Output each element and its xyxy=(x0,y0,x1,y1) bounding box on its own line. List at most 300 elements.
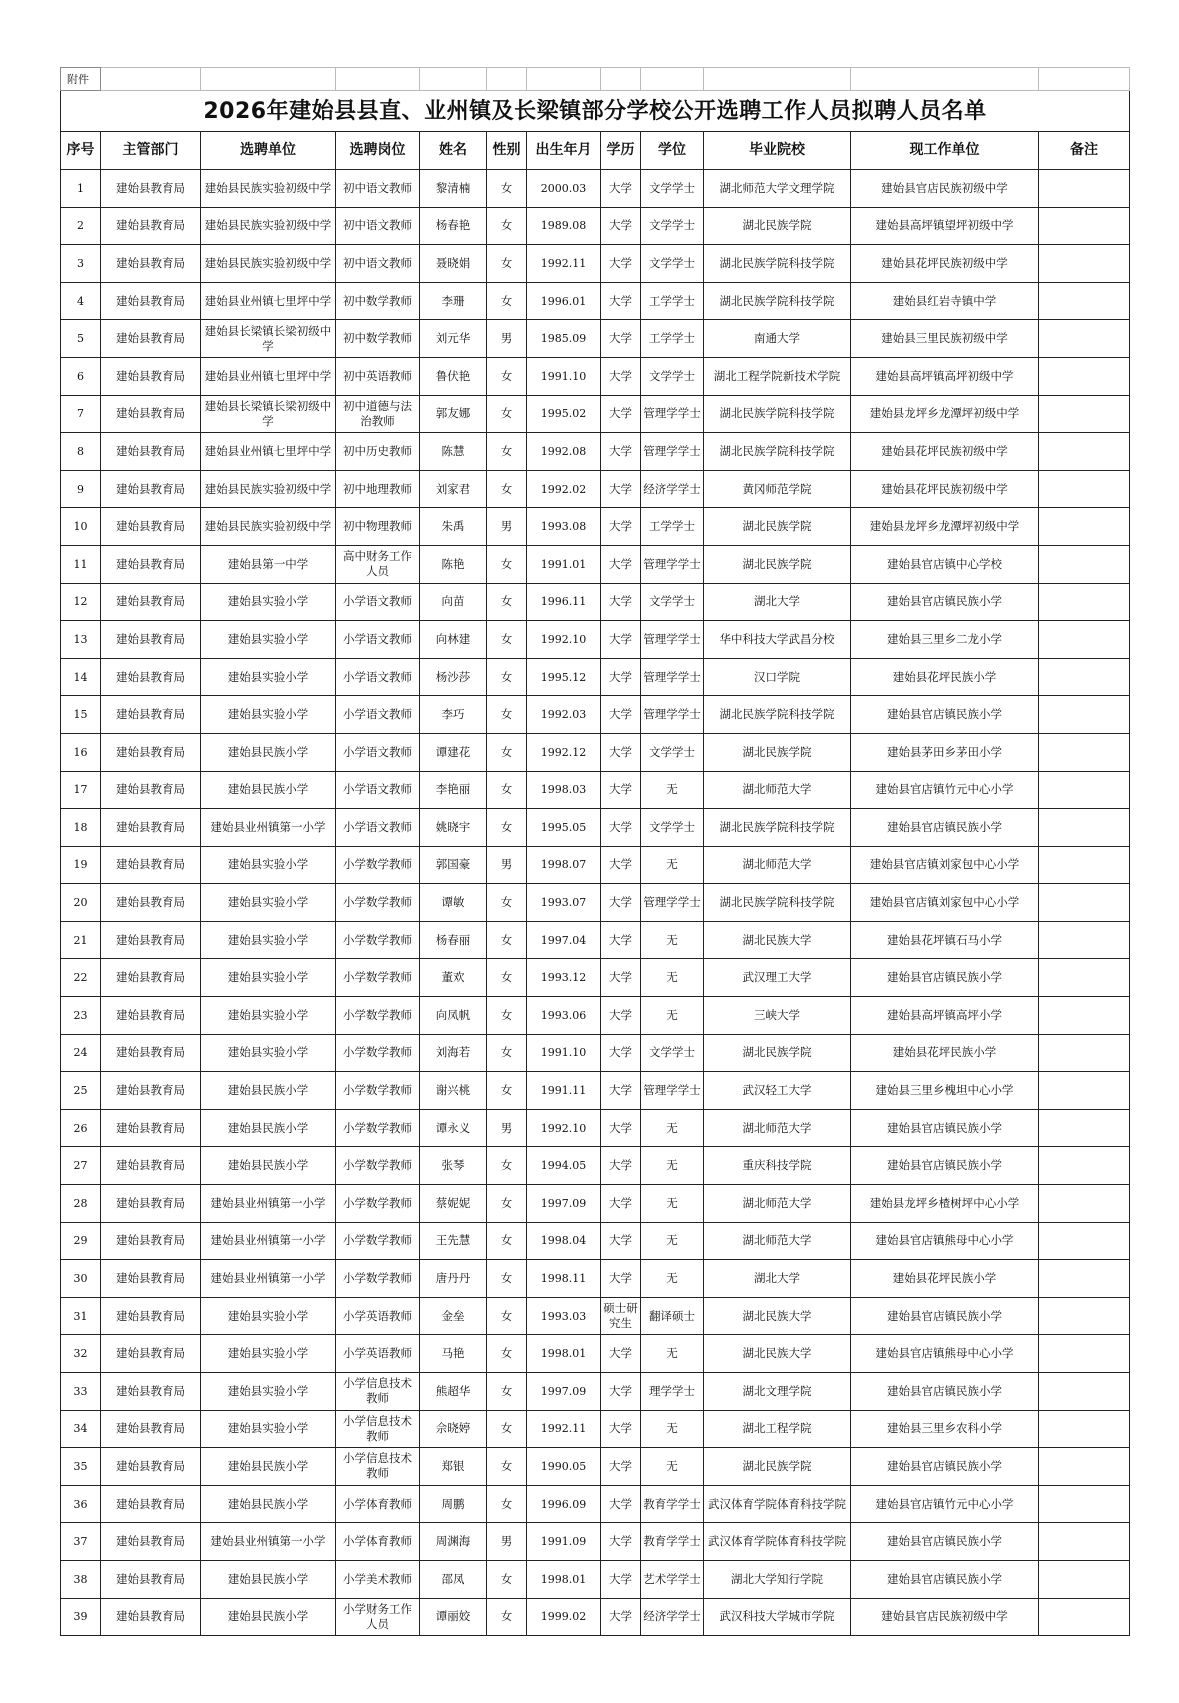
table-cell: 湖北民族大学 xyxy=(704,921,851,959)
table-cell xyxy=(1039,921,1130,959)
table-cell: 初中数学教师 xyxy=(336,320,420,358)
table-cell: 建始县官店镇熊母中心小学 xyxy=(851,1335,1039,1373)
table-cell: 建始县民族小学 xyxy=(201,1448,336,1486)
table-cell: 建始县三里乡二龙小学 xyxy=(851,621,1039,659)
column-header: 选聘单位 xyxy=(201,132,336,170)
table-cell: 建始县教育局 xyxy=(101,433,201,471)
table-cell: 29 xyxy=(61,1222,101,1260)
table-cell: 无 xyxy=(641,846,704,884)
table-cell: 谭敏 xyxy=(420,884,487,922)
table-row xyxy=(61,470,1130,508)
table-cell: 1992.12 xyxy=(527,733,601,771)
column-header: 出生年月 xyxy=(527,132,601,170)
table-cell: 建始县教育局 xyxy=(101,1335,201,1373)
table-cell xyxy=(1039,583,1130,621)
column-header: 学历 xyxy=(601,132,641,170)
table-cell: 建始县高坪镇高坪小学 xyxy=(851,997,1039,1035)
table-cell: 无 xyxy=(641,997,704,1035)
table-cell: 1 xyxy=(61,170,101,208)
table-cell xyxy=(1039,1109,1130,1147)
table-cell: 女 xyxy=(487,1560,527,1598)
table-cell: 华中科技大学武昌分校 xyxy=(704,621,851,659)
table-row xyxy=(61,207,1130,245)
table-cell: 大学 xyxy=(601,1523,641,1561)
table-cell xyxy=(1039,846,1130,884)
table-cell: 女 xyxy=(487,733,527,771)
table-cell: 刘海若 xyxy=(420,1034,487,1072)
table-cell: 湖北师范大学 xyxy=(704,1109,851,1147)
table-cell: 建始县花坪民族初级中学 xyxy=(851,470,1039,508)
table-cell: 管理学学士 xyxy=(641,696,704,734)
table-cell: 建始县教育局 xyxy=(101,997,201,1035)
table-cell: 女 xyxy=(487,470,527,508)
table-row xyxy=(61,508,1130,546)
table-cell xyxy=(1039,545,1130,583)
table-cell: 武汉体育学院体育科技学院 xyxy=(704,1523,851,1561)
table-cell: 建始县三里乡槐坦中心小学 xyxy=(851,1072,1039,1110)
table-cell: 黄冈师范学院 xyxy=(704,470,851,508)
table-cell: 建始县实验小学 xyxy=(201,959,336,997)
table-cell: 1985.09 xyxy=(527,320,601,358)
table-cell: 大学 xyxy=(601,433,641,471)
table-cell xyxy=(1039,733,1130,771)
table-cell: 无 xyxy=(641,1260,704,1298)
table-cell: 湖北师范大学文理学院 xyxy=(704,170,851,208)
table-cell: 23 xyxy=(61,997,101,1035)
table-cell: 建始县实验小学 xyxy=(201,884,336,922)
table-row xyxy=(61,696,1130,734)
table-cell: 小学语文教师 xyxy=(336,621,420,659)
table-cell: 建始县教育局 xyxy=(101,470,201,508)
table-cell: 大学 xyxy=(601,583,641,621)
table-cell: 建始县花坪镇石马小学 xyxy=(851,921,1039,959)
table-cell: 建始县花坪民族小学 xyxy=(851,1034,1039,1072)
table-cell: 翻译硕士 xyxy=(641,1297,704,1335)
table-cell xyxy=(1039,959,1130,997)
table-cell: 杨春丽 xyxy=(420,921,487,959)
roster-table xyxy=(60,67,1130,1636)
table-cell xyxy=(1039,1523,1130,1561)
table-cell: 1996.01 xyxy=(527,282,601,320)
table-cell: 大学 xyxy=(601,884,641,922)
table-cell: 建始县教育局 xyxy=(101,809,201,847)
table-cell: 小学美术教师 xyxy=(336,1560,420,1598)
table-cell: 朱禹 xyxy=(420,508,487,546)
table-row xyxy=(61,1034,1130,1072)
table-cell: 大学 xyxy=(601,846,641,884)
table-cell: 无 xyxy=(641,1448,704,1486)
table-cell: 1997.09 xyxy=(527,1373,601,1411)
table-cell: 理学学士 xyxy=(641,1373,704,1411)
table-cell: 三峡大学 xyxy=(704,997,851,1035)
table-row xyxy=(61,621,1130,659)
table-cell: 小学体育教师 xyxy=(336,1523,420,1561)
table-cell: 建始县教育局 xyxy=(101,245,201,283)
table-cell: 湖北民族学院 xyxy=(704,207,851,245)
table-cell: 陈慧 xyxy=(420,433,487,471)
table-cell: 女 xyxy=(487,545,527,583)
table-cell: 大学 xyxy=(601,1072,641,1110)
table-cell: 建始县实验小学 xyxy=(201,1373,336,1411)
table-row xyxy=(61,1410,1130,1448)
table-cell: 建始县实验小学 xyxy=(201,658,336,696)
table-cell: 大学 xyxy=(601,170,641,208)
table-cell: 湖北民族学院科技学院 xyxy=(704,433,851,471)
table-cell: 建始县实验小学 xyxy=(201,1410,336,1448)
table-cell: 周渊海 xyxy=(420,1523,487,1561)
table-cell: 湖北师范大学 xyxy=(704,771,851,809)
table-cell: 建始县教育局 xyxy=(101,1560,201,1598)
table-cell: 27 xyxy=(61,1147,101,1185)
table-cell: 建始县官店镇民族小学 xyxy=(851,1147,1039,1185)
table-cell: 大学 xyxy=(601,1222,641,1260)
annex-label: 附件 xyxy=(61,68,101,91)
table-cell: 大学 xyxy=(601,809,641,847)
table-cell: 管理学学士 xyxy=(641,545,704,583)
table-cell: 女 xyxy=(487,395,527,433)
table-cell: 湖北民族学院 xyxy=(704,733,851,771)
table-cell: 熊超华 xyxy=(420,1373,487,1411)
table-cell: 小学体育教师 xyxy=(336,1485,420,1523)
table-cell: 大学 xyxy=(601,545,641,583)
table-cell: 19 xyxy=(61,846,101,884)
table-cell: 姚晓宇 xyxy=(420,809,487,847)
table-cell: 女 xyxy=(487,1297,527,1335)
table-cell xyxy=(1039,395,1130,433)
table-cell xyxy=(1039,696,1130,734)
table-cell: 建始县三里民族初级中学 xyxy=(851,320,1039,358)
table-cell: 建始县教育局 xyxy=(101,1072,201,1110)
table-cell: 32 xyxy=(61,1335,101,1373)
column-header: 主管部门 xyxy=(101,132,201,170)
table-cell: 建始县业州镇第一小学 xyxy=(201,1260,336,1298)
table-cell: 女 xyxy=(487,1222,527,1260)
table-cell xyxy=(1039,207,1130,245)
table-cell: 李珊 xyxy=(420,282,487,320)
table-cell: 武汉体育学院体育科技学院 xyxy=(704,1485,851,1523)
table-cell: 小学数学教师 xyxy=(336,997,420,1035)
table-cell: 建始县民族实验初级中学 xyxy=(201,470,336,508)
table-cell: 8 xyxy=(61,433,101,471)
table-cell: 大学 xyxy=(601,1598,641,1636)
table-cell: 女 xyxy=(487,621,527,659)
annex-row xyxy=(61,68,1130,91)
table-cell: 建始县龙坪乡楂树坪中心小学 xyxy=(851,1185,1039,1223)
column-header: 学位 xyxy=(641,132,704,170)
table-cell: 建始县业州镇七里坪中学 xyxy=(201,357,336,395)
table-cell: 小学数学教师 xyxy=(336,1072,420,1110)
table-cell: 女 xyxy=(487,658,527,696)
table-cell: 女 xyxy=(487,1373,527,1411)
table-cell: 初中语文教师 xyxy=(336,207,420,245)
table-cell: 女 xyxy=(487,1335,527,1373)
table-cell: 大学 xyxy=(601,1147,641,1185)
table-cell: 邵凤 xyxy=(420,1560,487,1598)
table-cell: 建始县官店镇中心学校 xyxy=(851,545,1039,583)
table-row xyxy=(61,959,1130,997)
table-cell: 1991.01 xyxy=(527,545,601,583)
table-cell: 大学 xyxy=(601,1410,641,1448)
table-cell: 武汉科技大学城市学院 xyxy=(704,1598,851,1636)
table-cell: 小学信息技术教师 xyxy=(336,1448,420,1486)
table-cell: 管理学学士 xyxy=(641,884,704,922)
table-row xyxy=(61,809,1130,847)
table-cell: 11 xyxy=(61,545,101,583)
table-cell: 建始县教育局 xyxy=(101,884,201,922)
table-cell: 建始县教育局 xyxy=(101,733,201,771)
table-cell: 女 xyxy=(487,1448,527,1486)
table-cell: 谭永义 xyxy=(420,1109,487,1147)
table-cell: 建始县教育局 xyxy=(101,621,201,659)
table-row xyxy=(61,357,1130,395)
table-cell xyxy=(1039,1072,1130,1110)
table-cell: 管理学学士 xyxy=(641,621,704,659)
table-cell: 小学数学教师 xyxy=(336,1260,420,1298)
table-cell: 建始县官店镇民族小学 xyxy=(851,1448,1039,1486)
table-cell: 张琴 xyxy=(420,1147,487,1185)
table-cell: 小学数学教师 xyxy=(336,1185,420,1223)
table-cell: 大学 xyxy=(601,282,641,320)
table-cell: 建始县教育局 xyxy=(101,1373,201,1411)
table-cell: 教育学学士 xyxy=(641,1485,704,1523)
table-cell: 17 xyxy=(61,771,101,809)
table-cell: 建始县民族实验初级中学 xyxy=(201,170,336,208)
table-cell: 建始县官店镇民族小学 xyxy=(851,809,1039,847)
table-row xyxy=(61,921,1130,959)
table-cell: 1999.02 xyxy=(527,1598,601,1636)
table-cell: 1998.03 xyxy=(527,771,601,809)
table-cell: 文学学士 xyxy=(641,357,704,395)
table-cell: 建始县官店镇民族小学 xyxy=(851,583,1039,621)
table-cell: 女 xyxy=(487,959,527,997)
table-cell: 马艳 xyxy=(420,1335,487,1373)
table-cell: 大学 xyxy=(601,658,641,696)
table-cell: 建始县教育局 xyxy=(101,170,201,208)
table-cell: 建始县教育局 xyxy=(101,545,201,583)
table-cell: 建始县教育局 xyxy=(101,395,201,433)
table-cell: 建始县教育局 xyxy=(101,1485,201,1523)
table-cell xyxy=(1039,1598,1130,1636)
table-cell: 小学财务工作人员 xyxy=(336,1598,420,1636)
table-cell xyxy=(1039,282,1130,320)
table-cell: 小学语文教师 xyxy=(336,733,420,771)
table-cell: 郭友娜 xyxy=(420,395,487,433)
table-cell: 1993.12 xyxy=(527,959,601,997)
table-cell: 大学 xyxy=(601,245,641,283)
table-row xyxy=(61,846,1130,884)
table-cell: 女 xyxy=(487,997,527,1035)
table-cell xyxy=(1039,1373,1130,1411)
table-cell: 22 xyxy=(61,959,101,997)
column-header: 现工作单位 xyxy=(851,132,1039,170)
table-cell: 工学学士 xyxy=(641,508,704,546)
table-cell: 建始县教育局 xyxy=(101,357,201,395)
table-cell: 向凤帆 xyxy=(420,997,487,1035)
table-cell: 建始县高坪镇望坪初级中学 xyxy=(851,207,1039,245)
table-cell: 建始县官店镇民族小学 xyxy=(851,1297,1039,1335)
table-cell: 1992.02 xyxy=(527,470,601,508)
table-cell: 小学信息技术教师 xyxy=(336,1373,420,1411)
table-cell: 杨春艳 xyxy=(420,207,487,245)
table-cell: 无 xyxy=(641,1147,704,1185)
table-cell: 建始县花坪民族小学 xyxy=(851,1260,1039,1298)
table-cell: 唐丹丹 xyxy=(420,1260,487,1298)
table-cell: 建始县教育局 xyxy=(101,921,201,959)
table-cell: 大学 xyxy=(601,508,641,546)
table-cell: 建始县教育局 xyxy=(101,1297,201,1335)
table-cell: 建始县官店镇熊母中心小学 xyxy=(851,1222,1039,1260)
table-cell xyxy=(1039,1297,1130,1335)
table-cell: 建始县教育局 xyxy=(101,508,201,546)
table-cell: 谭建花 xyxy=(420,733,487,771)
table-cell: 管理学学士 xyxy=(641,1072,704,1110)
table-cell: 1997.09 xyxy=(527,1185,601,1223)
table-cell: 初中物理教师 xyxy=(336,508,420,546)
table-cell: 小学语文教师 xyxy=(336,771,420,809)
table-cell: 建始县长梁镇长梁初级中学 xyxy=(201,395,336,433)
table-cell: 管理学学士 xyxy=(641,658,704,696)
table-cell: 小学数学教师 xyxy=(336,921,420,959)
table-cell xyxy=(1039,771,1130,809)
table-cell: 建始县实验小学 xyxy=(201,621,336,659)
table-cell: 初中英语教师 xyxy=(336,357,420,395)
table-cell: 24 xyxy=(61,1034,101,1072)
table-cell: 女 xyxy=(487,921,527,959)
table-cell: 小学数学教师 xyxy=(336,1147,420,1185)
table-row xyxy=(61,1598,1130,1636)
table-cell: 大学 xyxy=(601,1560,641,1598)
table-row xyxy=(61,1072,1130,1110)
table-cell: 建始县官店镇刘家包中心小学 xyxy=(851,846,1039,884)
table-cell: 1990.05 xyxy=(527,1448,601,1486)
table-cell xyxy=(1039,1260,1130,1298)
table-cell: 湖北大学知行学院 xyxy=(704,1560,851,1598)
table-cell: 大学 xyxy=(601,771,641,809)
table-cell: 大学 xyxy=(601,320,641,358)
table-cell: 25 xyxy=(61,1072,101,1110)
table-cell: 无 xyxy=(641,771,704,809)
table-row xyxy=(61,1260,1130,1298)
table-cell: 28 xyxy=(61,1185,101,1223)
table-cell: 大学 xyxy=(601,1485,641,1523)
table-cell: 39 xyxy=(61,1598,101,1636)
table-cell: 文学学士 xyxy=(641,170,704,208)
table-cell: 建始县实验小学 xyxy=(201,1297,336,1335)
table-cell: 1998.04 xyxy=(527,1222,601,1260)
table-cell: 湖北民族大学 xyxy=(704,1335,851,1373)
title-row xyxy=(61,91,1130,132)
table-cell: 建始县教育局 xyxy=(101,282,201,320)
table-cell: 6 xyxy=(61,357,101,395)
table-cell: 建始县长梁镇长梁初级中学 xyxy=(201,320,336,358)
table-cell: 教育学学士 xyxy=(641,1523,704,1561)
table-row xyxy=(61,545,1130,583)
table-cell: 建始县民族小学 xyxy=(201,1485,336,1523)
table-cell: 31 xyxy=(61,1297,101,1335)
table-cell: 向林建 xyxy=(420,621,487,659)
table-cell: 14 xyxy=(61,658,101,696)
table-cell: 文学学士 xyxy=(641,1034,704,1072)
table-cell: 湖北师范大学 xyxy=(704,1222,851,1260)
table-cell: 建始县教育局 xyxy=(101,583,201,621)
table-cell: 初中历史教师 xyxy=(336,433,420,471)
table-cell xyxy=(1039,1560,1130,1598)
table-cell: 湖北民族学院科技学院 xyxy=(704,245,851,283)
table-cell: 金垒 xyxy=(420,1297,487,1335)
table-cell: 初中数学教师 xyxy=(336,282,420,320)
table-cell: 重庆科技学院 xyxy=(704,1147,851,1185)
table-cell: 高中财务工作人员 xyxy=(336,545,420,583)
table-cell: 女 xyxy=(487,282,527,320)
table-cell: 35 xyxy=(61,1448,101,1486)
table-cell: 小学数学教师 xyxy=(336,846,420,884)
table-cell xyxy=(1039,1147,1130,1185)
table-cell: 1991.09 xyxy=(527,1523,601,1561)
table-cell: 36 xyxy=(61,1485,101,1523)
table-cell: 1992.11 xyxy=(527,245,601,283)
table-cell: 女 xyxy=(487,207,527,245)
table-cell: 郭国豪 xyxy=(420,846,487,884)
table-cell: 9 xyxy=(61,470,101,508)
table-cell: 大学 xyxy=(601,207,641,245)
table-cell: 女 xyxy=(487,1147,527,1185)
column-header-row xyxy=(61,132,1130,170)
table-cell: 1991.10 xyxy=(527,357,601,395)
table-cell: 管理学学士 xyxy=(641,433,704,471)
table-cell: 大学 xyxy=(601,621,641,659)
table-cell: 女 xyxy=(487,433,527,471)
table-cell: 女 xyxy=(487,170,527,208)
table-cell: 女 xyxy=(487,809,527,847)
table-cell: 建始县实验小学 xyxy=(201,696,336,734)
table-cell: 湖北民族学院 xyxy=(704,1448,851,1486)
table-cell: 大学 xyxy=(601,997,641,1035)
table-cell: 建始县实验小学 xyxy=(201,583,336,621)
table-cell: 向苗 xyxy=(420,583,487,621)
table-cell: 建始县红岩寺镇中学 xyxy=(851,282,1039,320)
table-cell: 佘晓婷 xyxy=(420,1410,487,1448)
table-cell: 建始县民族小学 xyxy=(201,1560,336,1598)
table-cell: 建始县官店民族初级中学 xyxy=(851,1598,1039,1636)
table-cell: 女 xyxy=(487,696,527,734)
table-cell: 女 xyxy=(487,884,527,922)
table-cell: 1998.07 xyxy=(527,846,601,884)
table-cell: 建始县实验小学 xyxy=(201,921,336,959)
table-cell: 建始县实验小学 xyxy=(201,1335,336,1373)
table-cell: 建始县业州镇第一小学 xyxy=(201,1185,336,1223)
table-cell: 1995.02 xyxy=(527,395,601,433)
table-cell: 建始县官店镇民族小学 xyxy=(851,696,1039,734)
table-cell: 黎清楠 xyxy=(420,170,487,208)
table-cell: 聂晓娟 xyxy=(420,245,487,283)
table-cell: 李艳丽 xyxy=(420,771,487,809)
table-cell: 女 xyxy=(487,1072,527,1110)
table-cell: 37 xyxy=(61,1523,101,1561)
table-cell: 建始县教育局 xyxy=(101,1222,201,1260)
table-cell xyxy=(1039,1222,1130,1260)
table-cell: 建始县业州镇七里坪中学 xyxy=(201,282,336,320)
table-cell: 周鹏 xyxy=(420,1485,487,1523)
table-row xyxy=(61,1448,1130,1486)
table-cell: 文学学士 xyxy=(641,245,704,283)
table-cell: 董欢 xyxy=(420,959,487,997)
column-header: 毕业院校 xyxy=(704,132,851,170)
table-cell: 1992.03 xyxy=(527,696,601,734)
table-cell: 刘家君 xyxy=(420,470,487,508)
table-cell: 湖北师范大学 xyxy=(704,1185,851,1223)
table-cell: 女 xyxy=(487,771,527,809)
table-cell: 小学数学教师 xyxy=(336,959,420,997)
